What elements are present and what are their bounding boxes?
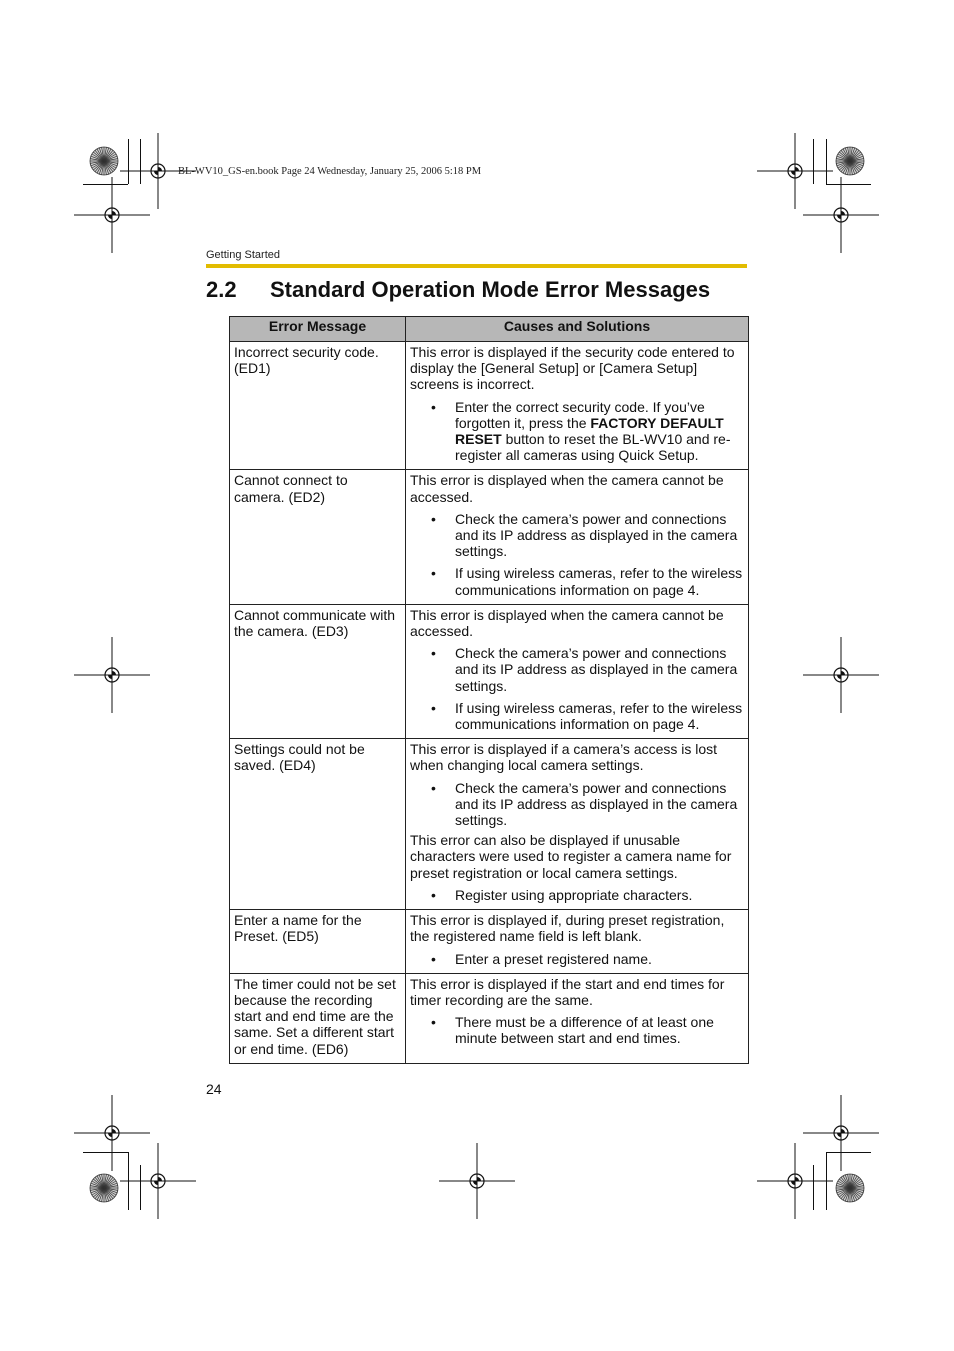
- starburst-target-icon: [89, 1173, 119, 1203]
- solution-text: If using wireless cameras, refer to the wireless communications information on page 4.: [455, 565, 743, 598]
- section-number: 2.2: [206, 277, 237, 302]
- solution-item: [410, 645, 744, 694]
- solution-text: Check the camera’s power and connections and its IP address as displayed in the camera settings.: [455, 779, 738, 829]
- section-label: Getting Started: [206, 249, 280, 261]
- bullet-icon: •: [431, 950, 436, 967]
- solution-list: [410, 1014, 744, 1046]
- solution-item: [410, 780, 744, 829]
- causes-solutions-cell: [406, 342, 749, 470]
- solution-item: [410, 700, 744, 732]
- solution-text: Check the camera’s power and connections and its IP address as displayed in the camera settings.: [455, 510, 738, 560]
- solution-list: [410, 780, 744, 829]
- solution-text: button to reset the BL-WV10 and re-register all cameras using Quick Setup.: [455, 431, 731, 464]
- bullet-icon: •: [431, 398, 436, 415]
- header-rule: [206, 264, 747, 268]
- solution-list: [410, 645, 744, 732]
- solution-text: If using wireless cameras, refer to the wireless communications information on page 4.: [455, 699, 743, 733]
- registration-crosshair-icon: [755, 1141, 835, 1221]
- error-message-cell: The timer could not be set because the recording start and end time are the same. Set a different start or end time. (ED6): [230, 973, 406, 1063]
- causes-solutions-cell: [406, 973, 749, 1063]
- solution-list: [410, 511, 744, 598]
- error-message-cell: Enter a name for the Preset. (ED5): [230, 910, 406, 974]
- table-row: [230, 910, 749, 974]
- button-name-text: FACTORY DEFAULT RESET: [455, 414, 724, 448]
- starburst-target-icon: [835, 1173, 865, 1203]
- solution-item: [410, 951, 744, 967]
- bullet-icon: •: [431, 886, 436, 903]
- cause-text: This error is displayed if a camera’s access is lost when changing local camera settings.: [410, 741, 718, 774]
- registration-crosshair-icon: [118, 1141, 198, 1221]
- solution-list: [410, 951, 744, 967]
- table-row: [230, 342, 749, 470]
- solution-item: [410, 565, 744, 597]
- table-row: [230, 604, 749, 738]
- solution-list: [410, 887, 744, 903]
- solution-text: Register using appropriate characters.: [455, 886, 693, 903]
- book-slug: BL-WV10_GS-en.book Page 24 Wednesday, January 25, 2006 5:18 PM: [178, 166, 482, 177]
- table-row: [230, 739, 749, 910]
- column-header-error-message: Error Message: [230, 317, 406, 342]
- causes-solutions-cell: [406, 739, 749, 910]
- solution-list: [410, 399, 744, 464]
- solution-text: Check the camera’s power and connections and its IP address as displayed in the camera settings.: [455, 645, 738, 694]
- solution-text: Enter the correct security code. If you’ve forgotten it, press the: [455, 398, 705, 431]
- cause-text: This error is displayed if, during preset registration, the registered name field is left blank.: [410, 912, 725, 945]
- bullet-icon: •: [431, 699, 436, 716]
- registration-crosshair-icon: [72, 635, 152, 715]
- solution-item: [410, 1014, 744, 1046]
- table-header-row: [230, 317, 749, 342]
- error-message-cell: Cannot communicate with the camera. (ED3): [230, 604, 406, 738]
- solution-item: [410, 399, 744, 464]
- error-messages-table: [229, 316, 749, 1064]
- page-title: [206, 277, 710, 303]
- cause-text: This error is displayed if the security code entered to display the [General Setup] or [Camera Setup] screens is incorrect.: [410, 344, 735, 393]
- error-message-cell: Settings could not be saved. (ED4): [230, 739, 406, 910]
- bullet-icon: •: [431, 510, 436, 527]
- solution-item: [410, 887, 744, 903]
- registration-crosshair-icon: [801, 635, 881, 715]
- causes-solutions-cell: [406, 910, 749, 974]
- bullet-icon: •: [431, 645, 436, 662]
- bullet-icon: •: [431, 565, 436, 582]
- error-message-cell: Cannot connect to camera. (ED2): [230, 470, 406, 604]
- cause-text: This error is displayed when the camera cannot be accessed.: [410, 472, 724, 505]
- bullet-icon: •: [431, 779, 436, 796]
- additional-cause-text: This error can also be displayed if unusable characters were used to register a camera name for preset registration or local camera settings.: [410, 832, 732, 881]
- solution-item: [410, 511, 744, 560]
- page-number: 24: [206, 1081, 222, 1097]
- title-text: Standard Operation Mode Error Messages: [270, 277, 711, 302]
- starburst-target-icon: [835, 146, 865, 176]
- cause-text: This error is displayed when the camera cannot be accessed.: [410, 606, 724, 640]
- registration-crosshair-icon: [72, 175, 152, 255]
- causes-solutions-cell: [406, 604, 749, 738]
- cause-text: This error is displayed if the start and end times for timer recording are the same.: [410, 975, 725, 1008]
- table-row: [230, 973, 749, 1063]
- column-header-causes-solutions: Causes and Solutions: [406, 317, 749, 342]
- solution-text: Enter a preset registered name.: [455, 950, 652, 967]
- error-message-cell: Incorrect security code. (ED1): [230, 342, 406, 470]
- starburst-target-icon: [89, 146, 119, 176]
- registration-crosshair-icon: [801, 175, 881, 255]
- table-row: [230, 470, 749, 604]
- causes-solutions-cell: [406, 470, 749, 604]
- bullet-icon: •: [431, 1014, 436, 1031]
- registration-crosshair-icon: [437, 1141, 517, 1221]
- solution-text: There must be a difference of at least one minute between start and end times.: [455, 1014, 714, 1047]
